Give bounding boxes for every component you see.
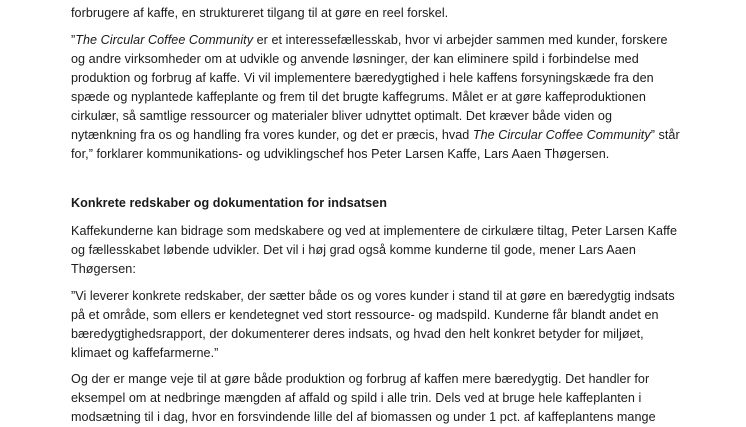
paragraph-many-ways [71,370,681,427]
text-line: klimaet og kaffefarmerne.” [71,346,219,360]
text-line: Kaffekunderne kan bidrage som medskabere og ved at implementere de cirkulære tiltag, Peter Larsen Kaffe [71,224,678,238]
text-line: produktion og forbrug af kaffe. Vi vil implementere bæredygtighed i hele kaffens forsyningskæde fra den [71,71,654,85]
text-line: spæde og nyplantede kaffeplante og frem til det brugte kaffegrums. Målet er at gøre kaffeproduktionen [71,90,646,104]
quote-paragraph-tools [71,287,681,363]
intro-paragraph-tail [71,4,681,23]
text-line: eksempel om at nedbringe mængden af affald og spild i alle trin. Dels ved at bruge hele kaffeplanten i [71,391,642,405]
text-line: på et område, som ellers er kendetegnet ved stort ressource- og madspild. Kunderne får blandt andet en [71,308,659,322]
text-line: og fællesskabet løbende udvikler. Det vil i høj grad også komme kunderne til gode, mener Lars Aaen [71,243,636,257]
text-line: ”The Circular Coffee Community er et interessefællesskab, hvor vi arbejder sammen med kunder, forskere [71,33,668,47]
emphasis-community-name: The Circular Coffee Community [75,33,254,47]
quote-paragraph-circular-community [71,31,681,164]
text-line: nytænkning fra os og handling fra vores kunder, og det er præcis, hvad The Circular Coffee Community” står [71,128,680,142]
text-line: cirkulær, så samtlige ressourcer og materialer bliver udnyttet optimalt. Det kræver både viden og [71,109,613,123]
section-heading: Konkrete redskaber og dokumentation for indsatsen [71,196,387,210]
text-line: bæredygtighedsrapport, der dokumenterer deres indsats, og hvad den helt konkret betyder for miljøet, [71,327,644,341]
paragraph-customers-contribute [71,222,681,279]
emphasis-community-name: The Circular Coffee Community [472,128,651,142]
text-line: modsætning til i dag, hvor en forsvindende lille del af biomassen og under 1 pct. af kaffeplantens mange [71,410,656,424]
text-line: for,” forklarer kommunikations- og udviklingschef hos Peter Larsen Kaffe, Lars Aaen Thøgersen. [71,147,610,161]
text-line: Thøgersen: [71,262,136,276]
text-line: ”Vi leverer konkrete redskaber, der sætter både os og vores kunder i stand til at gøre en bæredygtig indsats [71,289,675,303]
text-line: Og der er mange veje til at gøre både produktion og forbrug af kaffen mere bæredygtig. Det handler for [71,372,650,386]
text-line: og andre virksomheder om at udvikle og anvende løsninger, der kan eliminere spild i forbindelse med [71,52,639,66]
text-line: forbrugere af kaffe, en struktureret tilgang til at gøre en reel forskel. [71,6,449,20]
